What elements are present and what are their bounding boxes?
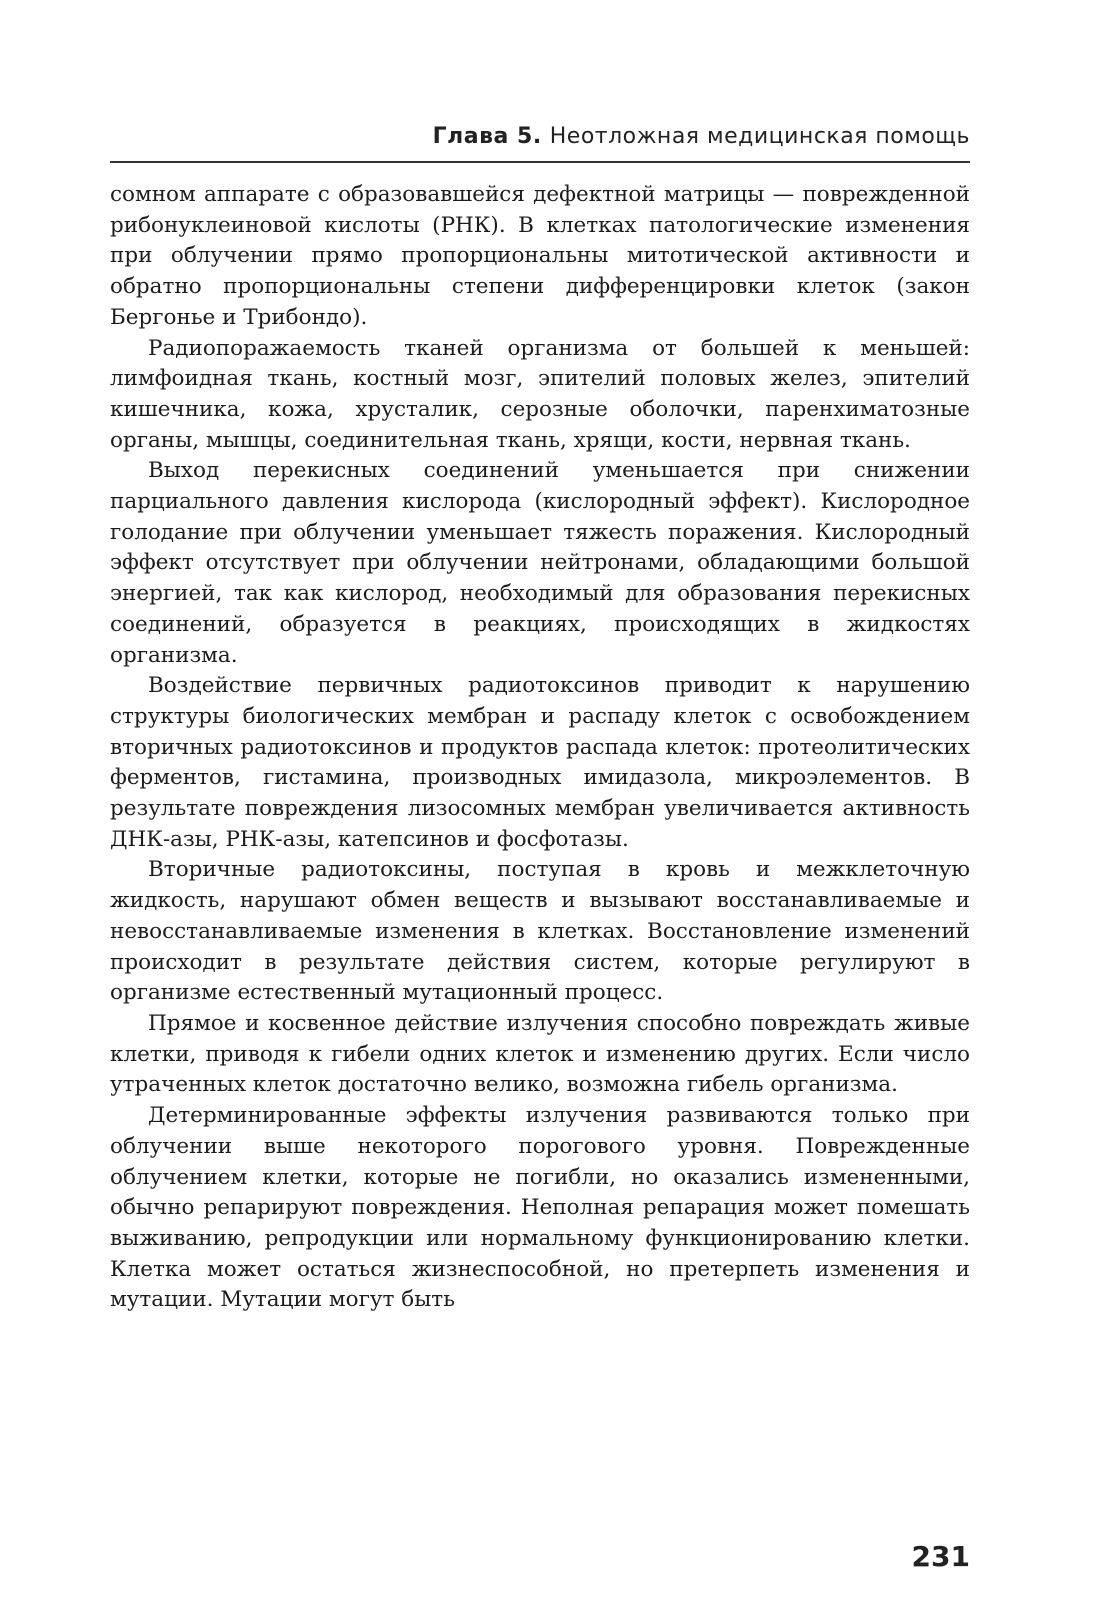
paragraph: Радиопоражаемость тканей организма от большей к меньшей: лимфоидная ткань, костный мозг, эпителий половых желез, эпителий кишечника, кожа, хрусталик, серозные оболочки, паренхиматозные органы, мышцы, соединительная ткань, хрящи, кости, нервная ткань. xyxy=(110,335,970,453)
header-rule xyxy=(110,161,970,163)
paragraph: Выход перекисных соединений уменьшается при снижении парциального давления кислорода (кислородный эффект). Кислородное голодание при облучении уменьшает тяжесть поражения. Кислородный эффект отсутствует при облучении нейтронами, обладающими большой энергией, так как кислород, необходимый для образования перекисных соединений, образуется в реакциях, происходящих в жидкостях организма. xyxy=(110,458,970,668)
chapter-separator: . xyxy=(532,124,542,149)
body-text xyxy=(110,180,970,1316)
paragraph: сомном аппарате с образовавшейся дефектной матрицы — поврежденной рибонуклеиновой кислоты (РНК). В клетках патологические изменения при облучении прямо пропорциональны митотической активности и обратно пропорциональны степени дифференцировки клеток (закон Бергонье и Трибондо). xyxy=(110,182,970,330)
paragraph: Вторичные радиотоксины, поступая в кровь и межклеточную жидкость, нарушают обмен веществ и вызывают восстанавливаемые и невосстанавливаемые изменения в клетках. Восстановление изменений происходит в результате действия систем, которые регулируют в организме естественный мутационный процесс. xyxy=(110,857,970,1006)
paragraph: Воздействие первичных радиотоксинов приводит к нарушению структуры биологических мембран и распаду клеток с освобождением вторичных радиотоксинов и продуктов распада клеток: протеолитических ферментов, гистамина, производных имидазола, микроэлементов. В результате повреждения лизосомных мембран увеличивается активность ДНК-азы, РНК-азы, катепсинов и фосфотазы. xyxy=(110,673,970,852)
chapter-label: Глава 5 xyxy=(432,124,533,149)
book-page xyxy=(110,0,970,1600)
running-header xyxy=(110,124,970,149)
paragraph: Прямое и косвенное действие излучения способно повреждать живые клетки, приводя к гибели одних клеток и изменению других. Если число утраченных клеток достаточно велико, возможна гибель организма. xyxy=(110,1010,970,1098)
chapter-title: Неотложная медицинская помощь xyxy=(549,124,970,149)
paragraph: Детерминированные эффекты излучения развиваются только при облучении выше некоторого порогового уровня. Поврежденные облучением клетки, которые не погибли, но оказались измененными, обычно репарируют повреждения. Неполная репарация может помешать выживанию, репродукции или нормальному функционированию клетки. Клетка может остаться жизнеспособной, но претерпеть изменения и мутации. Мутации могут быть xyxy=(110,1103,970,1313)
page-number: 231 xyxy=(911,1540,970,1573)
